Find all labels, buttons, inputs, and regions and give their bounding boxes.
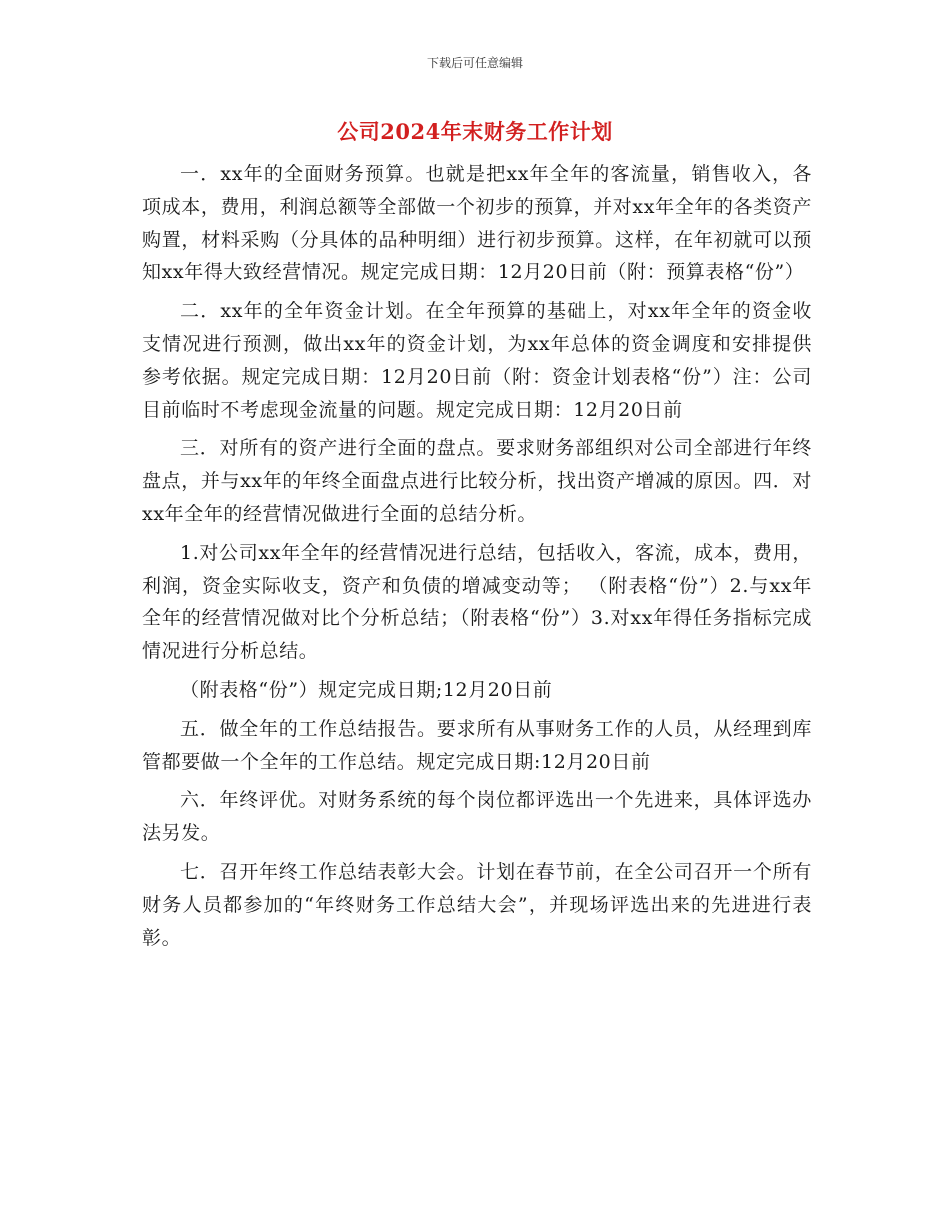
paragraph-funding-plan: 二．xx年的全年资金计划。在全年预算的基础上，对xx年全年的资金收支情况进行预测，做出xx年的资金计划，为xx年总体的资金调度和安排提供参考依据。规定完成日期：12月20日前（附：资金计划表格“份”）注：公司目前临时不考虑现金流量的问题。规定完成日期：12月20日前 bbox=[142, 300, 812, 421]
paragraph-summary-meeting: 七．召开年终工作总结表彰大会。计划在春节前，在全公司召开一个所有财务人员都参加的“年终财务工作总结大会”，并现场评选出来的先进进行表彰。 bbox=[142, 860, 812, 949]
document-body bbox=[142, 158, 812, 960]
paragraph-attachment-deadline: （附表格“份”）规定完成日期;12月20日前 bbox=[180, 678, 553, 701]
paragraph-year-end-awards: 六．年终评优。对财务系统的每个岗位都评选出一个先进来，具体评选办法另发。 bbox=[142, 789, 812, 845]
paragraph-budget: 一．xx年的全面财务预算。也就是把xx年全年的客流量，销售收入，各项成本，费用，利润总额等全部做一个初步的预算，并对xx年全年的各类资产购置，材料采购（分具体的品种明细）进行初步预算。这样，在年初就可以预知xx年得大致经营情况。规定完成日期：12月20日前（附：预算表格“份”） bbox=[142, 163, 812, 284]
paragraph-operation-summary: 1.对公司xx年全年的经营情况进行总结，包括收入，客流，成本，费用，利润，资金实际收支，资产和负债的增减变动等； （附表格“份”）2.与xx年全年的经营情况做对比个分析总结；（附表格“份”）3.对xx年得任务指标完成情况进行分析总结。 bbox=[142, 541, 812, 663]
paragraph-work-report: 五．做全年的工作总结报告。要求所有从事财务工作的人员，从经理到库管都要做一个全年的工作总结。规定完成日期:12月20日前 bbox=[142, 717, 812, 773]
document-title: 公司2024年末财务工作计划 bbox=[337, 119, 613, 144]
page-header-note: 下载后可任意编辑 bbox=[426, 56, 523, 70]
paragraph-asset-inventory: 三．对所有的资产进行全面的盘点。要求财务部组织对公司全部进行年终盘点，并与xx年的年终全面盘点进行比较分析，找出资产增减的原因。四．对xx年全年的经营情况做进行全面的总结分析。 bbox=[142, 437, 812, 525]
